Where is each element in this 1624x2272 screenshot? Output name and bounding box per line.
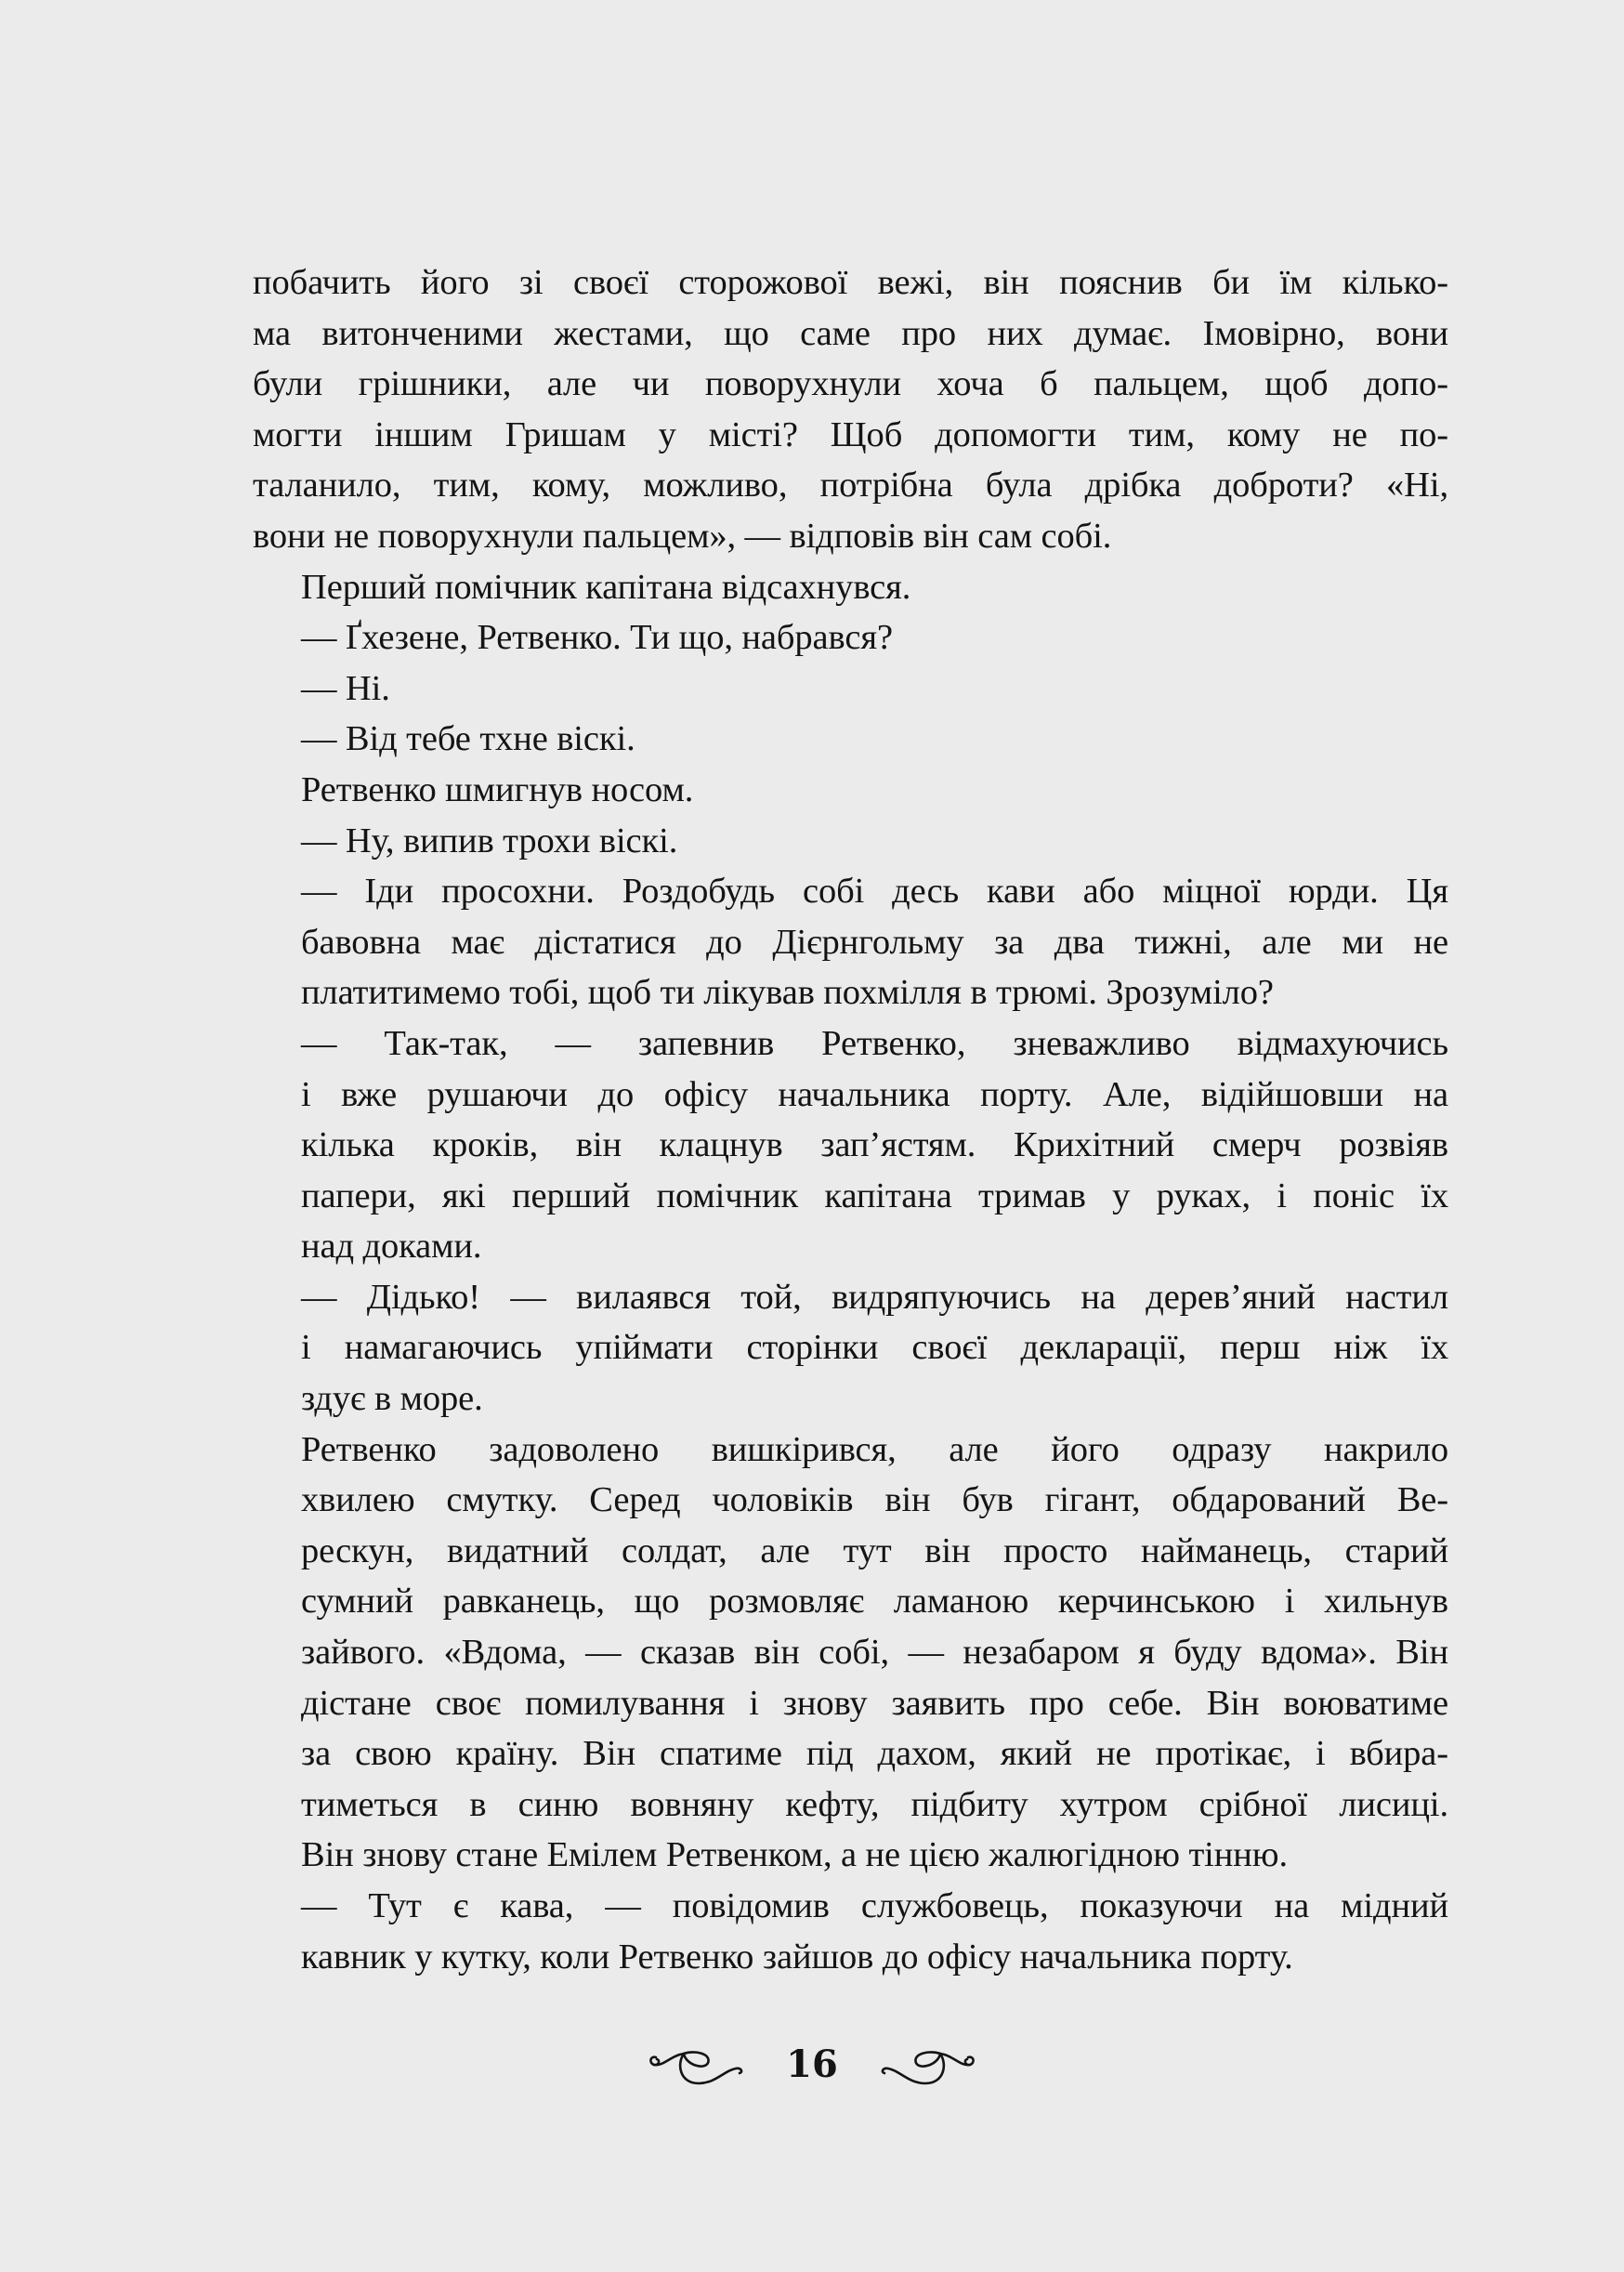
text-line: ма витонченими жестами, що саме про них думає. Імовірно, вони (253, 313, 1448, 353)
text-line: над доками. (301, 1227, 482, 1267)
text-line: могти іншим Гришам у місті? Щоб допомогти тим, кому не по- (253, 414, 1448, 454)
text-line: — Ґхезене, Ретвенко. Ти що, набрався? (301, 618, 893, 658)
text-line: сумний равканець, що розмовляє ламаною керчинською і хильнув (301, 1582, 1448, 1622)
text-line: таланило, тим, кому, можливо, потрібна була дрібка доброти? «Ні, (253, 466, 1448, 506)
text-line: — Ну, випив трохи віскі. (301, 821, 678, 860)
text-line: хвилею смутку. Серед чоловіків він був гігант, обдарований Ве- (301, 1480, 1448, 1520)
text-line: рескун, видатний солдат, але тут він просто найманець, старий (301, 1530, 1448, 1570)
text-line: тиметься в синю вовняну кефту, підбиту хутром срібної лисиці. (301, 1784, 1448, 1824)
text-line: Він знову стане Емілем Ретвенком, а не цією жалюгідною тінню. (301, 1835, 1288, 1875)
paragraph (253, 714, 1448, 765)
text-line: здує в море. (301, 1379, 483, 1419)
left-flourish-icon (643, 2037, 747, 2089)
text-line: папери, які перший помічник капітана тримав у руках, і поніс їх (301, 1175, 1448, 1215)
paragraph (253, 765, 1448, 816)
text-line: — Іди просохни. Роздобудь собі десь кави або міцної юрди. Ця (301, 872, 1448, 912)
text-line: і вже рушаючи до офісу начальника порту. Але, відійшовши на (301, 1074, 1448, 1114)
text-line: були грішники, але чи поворухнули хоча б пальцем, щоб допо- (253, 364, 1448, 404)
paragraph (253, 1425, 1448, 1881)
page-footer (0, 2026, 1624, 2100)
text-line: — Ні. (301, 668, 390, 708)
text-line: Перший помічник капітана відсахнувся. (301, 567, 911, 607)
page-number: 16 (786, 2042, 838, 2086)
text-line: — Дідько! — вилаявся той, видряпуючись на дерев’яний настил (301, 1277, 1448, 1317)
right-flourish-icon (877, 2037, 981, 2089)
text-line: — Так-так, — запевнив Ретвенко, зневажливо відмахуючись (301, 1023, 1448, 1063)
paragraph (253, 612, 1448, 663)
paragraph (253, 257, 1448, 562)
text-line: вони не поворухнули пальцем», — відповів він сам собі. (253, 516, 1112, 556)
text-line: дістане своє помилування і знову заявить про себе. Він воюватиме (301, 1683, 1448, 1723)
body-text (253, 257, 1448, 1982)
text-line: за свою країну. Він спатиме під дахом, який не протікає, і вбира- (301, 1734, 1448, 1774)
paragraph (253, 1272, 1448, 1425)
text-line: — Від тебе тхне віскі. (301, 719, 635, 759)
paragraph (253, 663, 1448, 715)
text-line: — Тут є кава, — повідомив службовець, показуючи на мідний (301, 1886, 1448, 1925)
text-line: Ретвенко задоволено вишкірився, але його одразу накрило (301, 1429, 1448, 1469)
paragraph (253, 866, 1448, 1018)
paragraph (253, 1881, 1448, 1982)
text-line: і намагаючись упіймати сторінки своєї декларації, перш ніж їх (301, 1328, 1448, 1368)
text-line: бавовна має дістатися до Дієрнгольму за два тижні, але ми не (301, 922, 1448, 962)
text-line: Ретвенко шмигнув носом. (301, 769, 694, 809)
paragraph (253, 816, 1448, 867)
paragraph (253, 1018, 1448, 1272)
text-line: зайвого. «Вдома, — сказав він собі, — незабаром я буду вдома». Він (301, 1633, 1448, 1673)
paragraph (253, 562, 1448, 613)
text-line: платитимемо тобі, щоб ти лікував похмілля в трюмі. Зрозуміло? (301, 973, 1274, 1013)
text-line: кілька кроків, він клацнув зап’ястям. Крихітний смерч розвіяв (301, 1125, 1448, 1165)
text-line: кавник у кутку, коли Ретвенко зайшов до офісу начальника порту. (301, 1937, 1293, 1977)
text-line: побачить його зі своєї сторожової вежі, він пояснив би їм кілько- (253, 263, 1448, 302)
